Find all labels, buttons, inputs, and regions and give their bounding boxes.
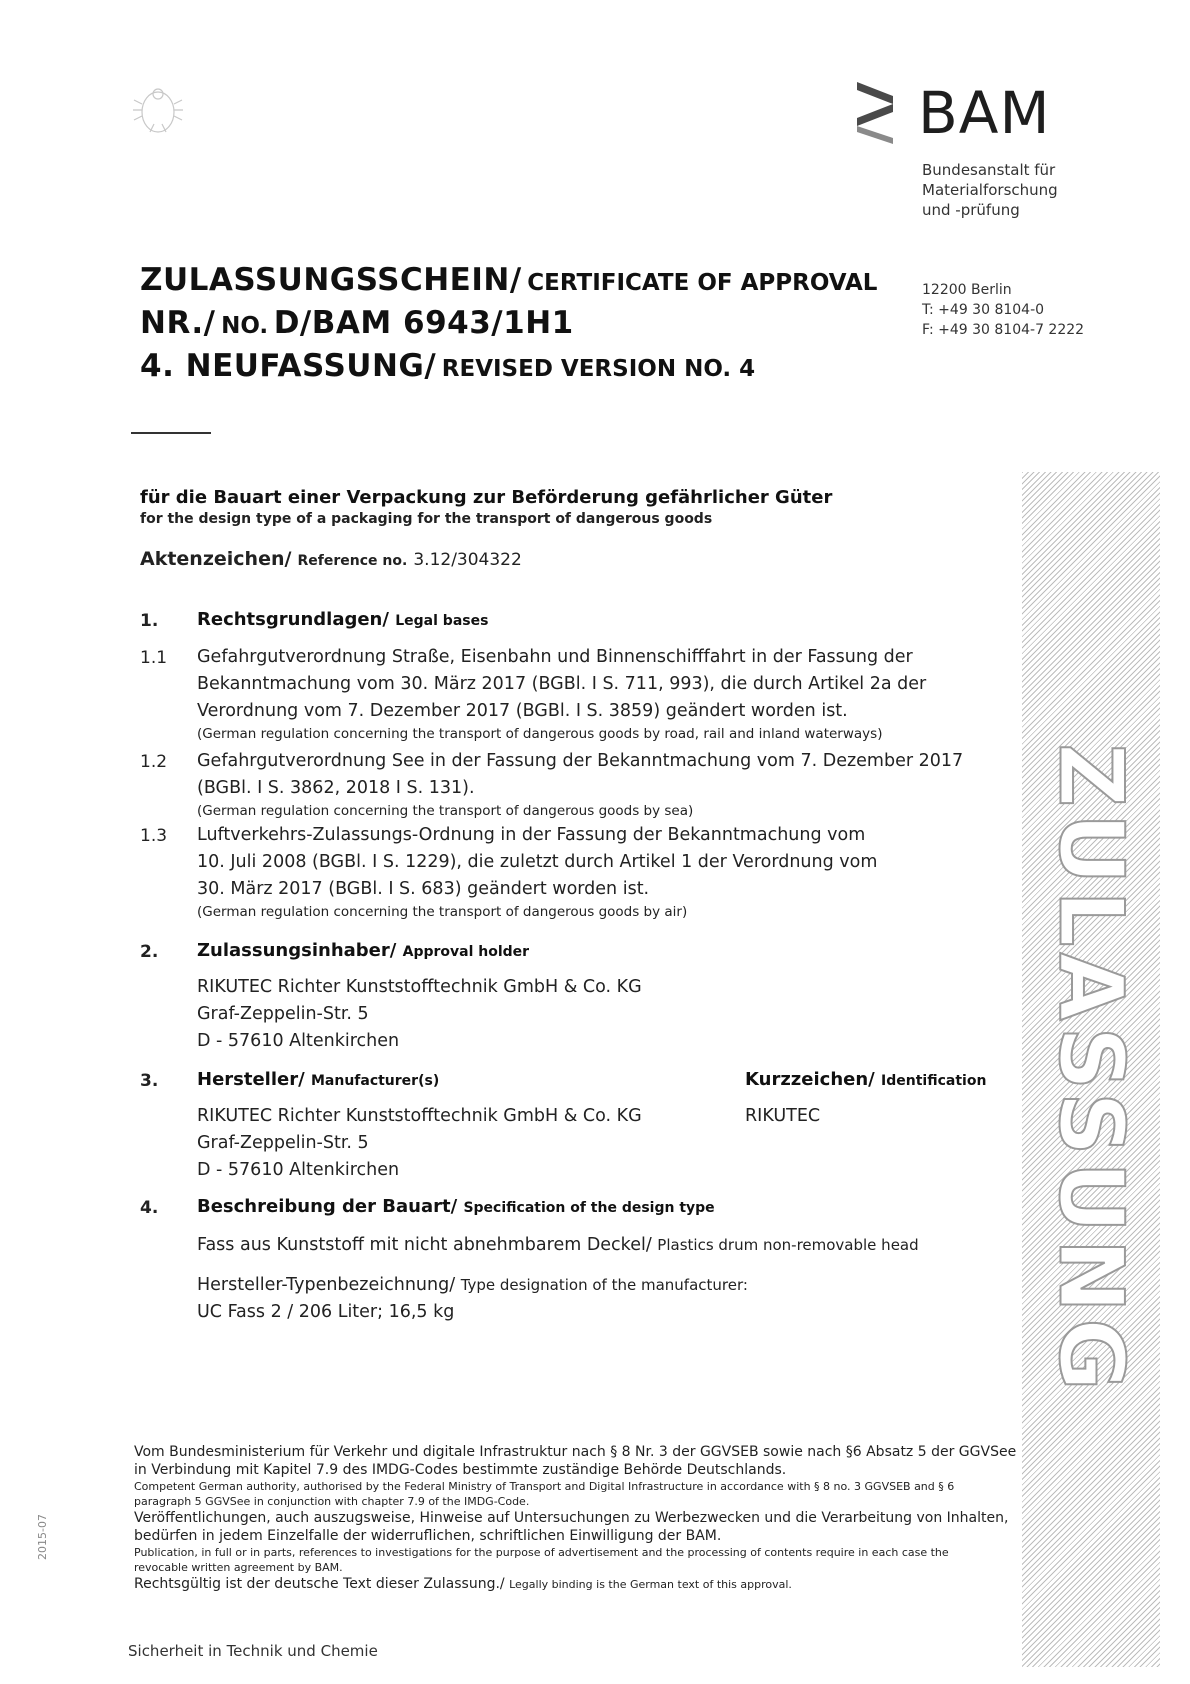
item-number: 1.2 bbox=[140, 752, 168, 772]
fax-line: F: +49 30 8104-7 2222 bbox=[922, 322, 1085, 338]
legal-basis-item bbox=[197, 644, 926, 743]
institute-line: Bundesanstalt für bbox=[922, 161, 1056, 179]
address-line: Graf-Zeppelin-Str. 5 bbox=[197, 1004, 369, 1024]
footer-notes bbox=[134, 1443, 1017, 1593]
identification-heading bbox=[745, 1069, 986, 1090]
authority-de-line: in Verbindung mit Kapitel 7.9 des IMDG-Codes bestimmte zuständige Behörde Deutschlands. bbox=[134, 1462, 787, 1478]
slogan: Sicherheit in Technik und Chemie bbox=[128, 1642, 378, 1660]
item-number: 1.1 bbox=[140, 648, 168, 668]
reference-value: 3.12/304322 bbox=[413, 550, 522, 570]
side-code: 2015-07 bbox=[36, 1514, 49, 1560]
section-number: 1. bbox=[140, 611, 159, 631]
heading-en: Legal bases bbox=[395, 613, 489, 629]
publication-en-line: Publication, in full or in parts, references to investigations for the purpose of advertisement and the processing of contents require in each case the bbox=[134, 1546, 949, 1559]
section-heading-legal-bases bbox=[197, 609, 488, 630]
title-en: CERTIFICATE OF APPROVAL bbox=[527, 270, 878, 296]
number-label-en: NO. bbox=[221, 313, 269, 339]
heading-de: Kurzzeichen/ bbox=[745, 1069, 875, 1090]
type-designation bbox=[197, 1272, 748, 1326]
heading-de: Beschreibung der Bauart/ bbox=[197, 1196, 458, 1217]
spec-en: Plastics drum non-removable head bbox=[657, 1236, 919, 1254]
item-line: Gefahrgutverordnung See in der Fassung der Bekanntmachung vom 7. Dezember 2017 bbox=[197, 751, 964, 771]
publication-de-line: bedürfen in jedem Einzelfalle der widerruflichen, schriftlichen Einwilligung der BAM. bbox=[134, 1528, 722, 1544]
authority-en-line: Competent German authority, authorised by the Federal Ministry of Transport and Digital Infrastructure in accordance with § 8 no. 3 GGVSEB and § 6 bbox=[134, 1480, 955, 1493]
type-label-de: Hersteller-Typenbezeichnung/ bbox=[197, 1275, 456, 1295]
address-line: 12200 Berlin bbox=[922, 282, 1012, 298]
item-number: 1.3 bbox=[140, 826, 168, 846]
address-line: RIKUTEC Richter Kunststofftechnik GmbH & Co. KG bbox=[197, 1106, 642, 1126]
heading-en: Identification bbox=[881, 1073, 987, 1089]
purpose-de: für die Bauart einer Verpackung zur Beförderung gefährlicher Güter bbox=[140, 487, 833, 508]
institute-name bbox=[922, 160, 1058, 220]
legal-note bbox=[134, 1575, 1004, 1593]
heading-en: Approval holder bbox=[402, 944, 530, 960]
item-line: Verordnung vom 7. Dezember 2017 (BGBl. I S. 3859) geändert worden ist. bbox=[197, 701, 848, 721]
heading-de: Hersteller/ bbox=[197, 1069, 305, 1090]
stamp-text: ZULASSUNG bbox=[1039, 742, 1143, 1397]
institute-line: und -prüfung bbox=[922, 201, 1020, 219]
reference-label-de: Aktenzeichen/ bbox=[140, 548, 292, 570]
item-note: (German regulation concerning the transport of dangerous goods by sea) bbox=[197, 803, 694, 819]
section-number: 2. bbox=[140, 942, 159, 962]
phone-line: T: +49 30 8104-0 bbox=[922, 302, 1045, 318]
purpose-block bbox=[140, 487, 832, 527]
address-line: RIKUTEC Richter Kunststofftechnik GmbH & Co. KG bbox=[197, 977, 642, 997]
item-line: (BGBl. I S. 3862, 2018 I S. 131). bbox=[197, 778, 475, 798]
item-line: Luftverkehrs-Zulassungs-Ordnung in der Fassung der Bekanntmachung vom bbox=[197, 825, 866, 845]
identification-value: RIKUTEC bbox=[745, 1106, 821, 1126]
institute-line: Materialforschung bbox=[922, 181, 1058, 199]
manufacturer-address bbox=[197, 1103, 642, 1184]
publication-en-line: revocable written agreement by BAM. bbox=[134, 1561, 343, 1574]
address-line: D - 57610 Altenkirchen bbox=[197, 1160, 400, 1180]
legal-en: Legally binding is the German text of this approval. bbox=[509, 1578, 792, 1591]
item-line: 10. Juli 2008 (BGBl. I S. 1229), die zuletzt durch Artikel 1 der Verordnung vom bbox=[197, 852, 878, 872]
revision-line bbox=[140, 348, 755, 384]
section-heading-manufacturer bbox=[197, 1069, 439, 1090]
type-value: UC Fass 2 / 206 Liter; 16,5 kg bbox=[197, 1302, 455, 1322]
section-heading-approval-holder bbox=[197, 940, 529, 961]
spec-de: Fass aus Kunststoff mit nicht abnehmbarem Deckel/ bbox=[197, 1235, 652, 1255]
design-type-spec bbox=[197, 1232, 919, 1259]
legal-basis-item bbox=[197, 822, 877, 921]
eagle-emblem-icon bbox=[130, 82, 186, 138]
section-heading-specification bbox=[197, 1196, 715, 1217]
item-note: (German regulation concerning the transport of dangerous goods by road, rail and inland waterways) bbox=[197, 726, 883, 742]
address-line: Graf-Zeppelin-Str. 5 bbox=[197, 1133, 369, 1153]
brand-name: BAM bbox=[918, 79, 1051, 147]
item-line: Bekanntmachung vom 30. März 2017 (BGBl. I S. 711, 993), die durch Artikel 2a der bbox=[197, 674, 927, 694]
purpose-en: for the design type of a packaging for the transport of dangerous goods bbox=[140, 511, 713, 527]
reference-number bbox=[140, 548, 522, 570]
document-title bbox=[140, 262, 877, 298]
divider bbox=[131, 432, 211, 434]
number-label-de: NR./ bbox=[140, 305, 216, 341]
heading-de: Rechtsgrundlagen/ bbox=[197, 609, 389, 630]
legal-basis-item bbox=[197, 748, 963, 820]
section-number: 4. bbox=[140, 1198, 159, 1218]
legal-de: Rechtsgültig ist der deutsche Text dieser Zulassung./ bbox=[134, 1576, 505, 1592]
holder-address bbox=[197, 974, 642, 1055]
bam-logo-icon bbox=[855, 80, 897, 146]
heading-en: Specification of the design type bbox=[463, 1200, 715, 1216]
heading-de: Zulassungsinhaber/ bbox=[197, 940, 397, 961]
reference-label-en: Reference no. bbox=[297, 553, 408, 569]
contact-block bbox=[922, 280, 1084, 340]
type-label-en: Type designation of the manufacturer: bbox=[460, 1276, 748, 1294]
title-de: ZULASSUNGSSCHEIN/ bbox=[140, 262, 522, 298]
address-line: D - 57610 Altenkirchen bbox=[197, 1031, 400, 1051]
certificate-number bbox=[140, 305, 574, 341]
section-number: 3. bbox=[140, 1071, 159, 1091]
publication-de-line: Veröffentlichungen, auch auszugsweise, Hinweise auf Untersuchungen zu Werbezwecken und die Verarbeitung von Inhalten, bbox=[134, 1510, 1009, 1526]
authority-en-line: paragraph 5 GGVSee in conjunction with chapter 7.9 of the IMDG-Code. bbox=[134, 1495, 530, 1508]
number-value: D/BAM 6943/1H1 bbox=[273, 305, 574, 341]
revision-de: 4. NEUFASSUNG/ bbox=[140, 348, 437, 384]
item-note: (German regulation concerning the transport of dangerous goods by air) bbox=[197, 904, 688, 920]
authority-de-line: Vom Bundesministerium für Verkehr und digitale Infrastruktur nach § 8 Nr. 3 der GGVSEB sowie nach §6 Absatz 5 der GGVSee bbox=[134, 1444, 1017, 1460]
item-line: Gefahrgutverordnung Straße, Eisenbahn und Binnenschifffahrt in der Fassung der bbox=[197, 647, 913, 667]
type-label bbox=[197, 1272, 748, 1299]
zulassung-stamp bbox=[1022, 472, 1160, 1667]
heading-en: Manufacturer(s) bbox=[310, 1073, 440, 1089]
revision-en: REVISED VERSION NO. 4 bbox=[441, 356, 756, 382]
item-line: 30. März 2017 (BGBl. I S. 683) geändert worden ist. bbox=[197, 879, 650, 899]
